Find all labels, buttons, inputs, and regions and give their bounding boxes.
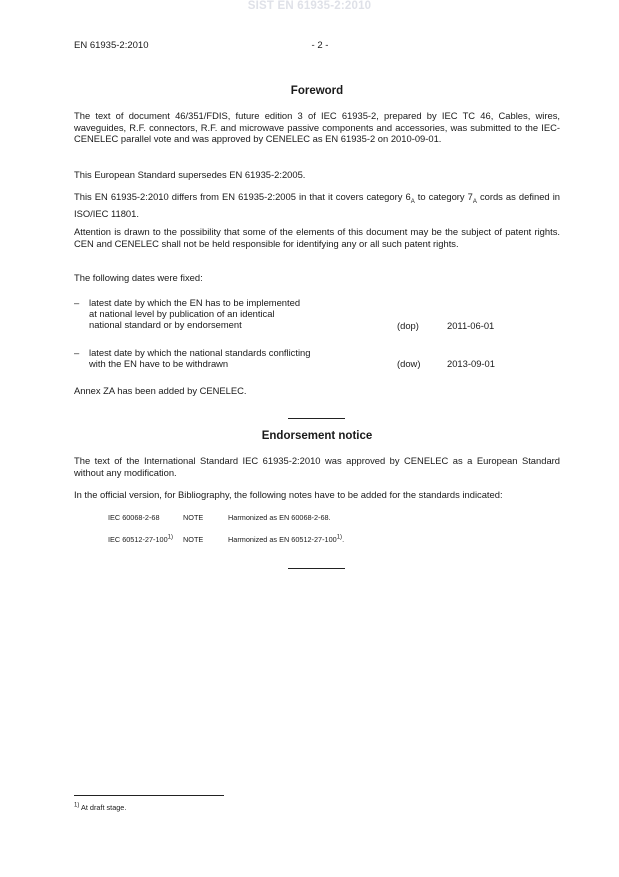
note-label: NOTE — [183, 513, 204, 522]
foreword-paragraph-1: The text of document 46/351/FDIS, future edition 3 of IEC 61935-2, prepared by IEC TC 46, Cables, wires, waveguides, R.F. connectors, R.F. and microwave passive components and accessories, was submitted to the IEC-CENELEC parallel vote and was approved by CENELEC as EN 61935-2 on 2010-09-01. — [74, 110, 560, 145]
note-text: Harmonized as EN 60512-27-100$^{1)}$. — [228, 534, 345, 544]
date-item-dash: – — [74, 347, 80, 358]
foreword-title: Foreword — [290, 85, 344, 97]
note-standard: IEC 60512-27-100$^{1)}$ — [108, 534, 173, 544]
header-page-number: - 2 - — [311, 40, 329, 51]
section-divider — [288, 418, 345, 419]
note-text: Harmonized as EN 60068-2-68. — [228, 513, 331, 522]
date-item-code: (dop) — [397, 320, 419, 331]
watermark: SIST EN 61935-2:2010 — [247, 0, 372, 12]
date-item-description: latest date by which the EN has to be implemented at national level by publication of an identical national standard or by endorsement — [89, 297, 301, 331]
note-standard: IEC 60068-2-68 — [108, 513, 160, 522]
endorsement-title: Endorsement notice — [261, 430, 373, 442]
date-item-code: (dow) — [397, 358, 421, 369]
foreword-paragraph-2: This European Standard supersedes EN 61935-2:2005. — [74, 169, 306, 180]
footnote: $^{1)}$ At draft stage. — [74, 802, 127, 812]
date-item-date: 2013-09-01 — [447, 358, 495, 369]
date-item-dash: – — [74, 297, 80, 308]
foreword-paragraph-4: Attention is drawn to the possibility that some of the elements of this document may be the subject of patent rights. CEN and CENELEC shall not be held responsible for identifying any or all such patent rights. — [74, 226, 560, 249]
foreword-paragraph-3: This EN 61935-2:2010 differs from EN 61935-2:2005 in that it covers category $6_A$ to category $7_A$ cords as defined in ISO/IEC 11801. — [74, 191, 560, 220]
header-doc-id: EN 61935-2:2010 — [74, 40, 149, 51]
endorsement-paragraph-1: The text of the International Standard IEC 61935-2:2010 was approved by CENELEC as a European Standard without any modification. — [74, 455, 560, 478]
date-item-date: 2011-06-01 — [447, 320, 495, 331]
foreword-paragraph-6: Annex ZA has been added by CENELEC. — [74, 385, 247, 396]
foreword-paragraph-5: The following dates were fixed: — [74, 272, 203, 283]
footnote-separator — [74, 795, 224, 796]
section-divider — [288, 568, 345, 569]
date-item-description: latest date by which the national standards conflicting with the EN have to be withdrawn — [89, 347, 311, 370]
endorsement-paragraph-2: In the official version, for Bibliography, the following notes have to be added for the standards indicated: — [74, 489, 503, 500]
note-label: NOTE — [183, 535, 204, 544]
